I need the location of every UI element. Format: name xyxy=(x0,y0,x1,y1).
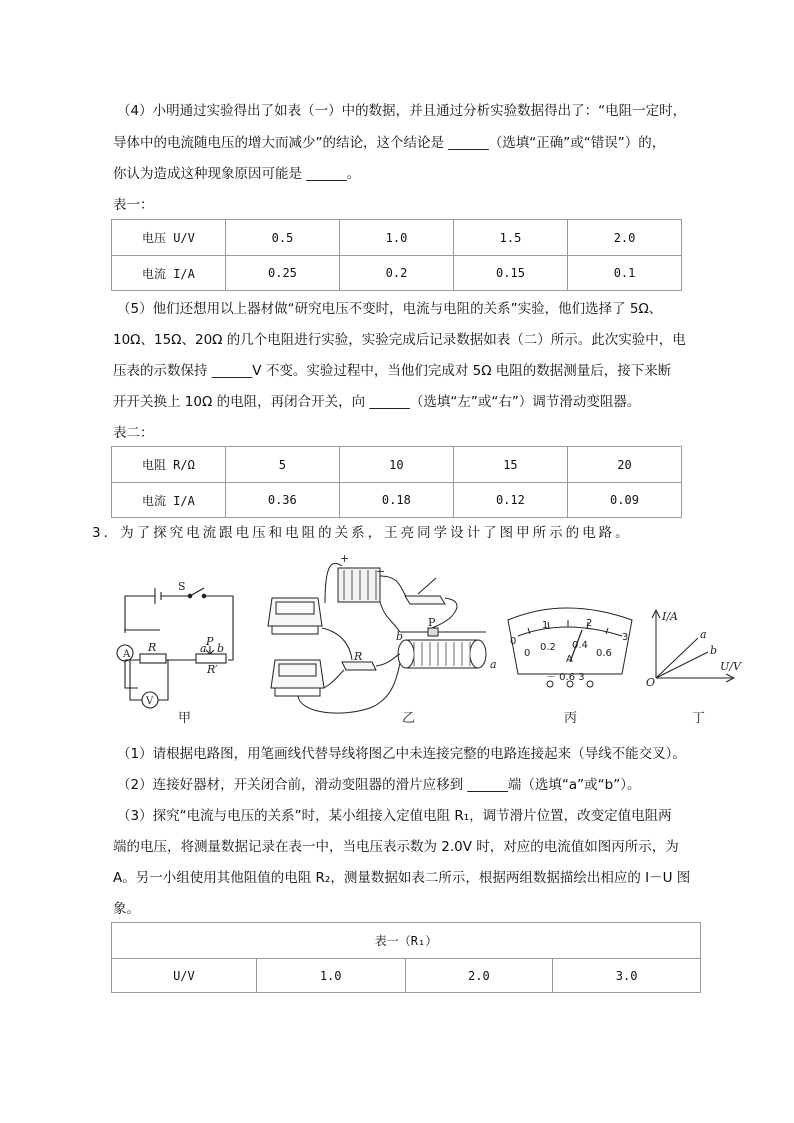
q5-line3: 压表的示数保持 ______V 不变。实验过程中，当他们完成对 5Ω 电阻的数据测量后，接下来断 xyxy=(113,363,672,379)
apparatus-yi xyxy=(268,563,486,713)
fig-yi-P: P xyxy=(428,616,436,629)
table1-cell: 0.25 xyxy=(225,256,339,291)
table3-cell: U/V xyxy=(112,959,257,993)
dial-bottom-tick: 0.2 xyxy=(540,642,556,653)
q5-line1: （5）他们还想用以上器材做“研究电压不变时，电流与电阻的关系”实验，他们选择了 5Ω、 xyxy=(117,301,663,317)
q4-line3: 你认为造成这种现象原因可能是 ______。 xyxy=(113,166,361,182)
table2-cell: 15 xyxy=(453,447,567,483)
figures-row xyxy=(100,548,760,730)
fig-label-ding: 丁 xyxy=(692,711,706,726)
table3-cell: 3.0 xyxy=(553,959,701,993)
table1-cell: 1.5 xyxy=(453,220,567,256)
q3-sub3-line1: （3）探究“电流与电压的关系”时，某小组接入定值电阻 R₁，调节滑片位置，改变定值电阻两 xyxy=(117,808,672,824)
dial-top-tick: 0 xyxy=(510,636,517,647)
graph-ylabel: I/A xyxy=(662,610,678,623)
dial-terminals: － 0.6 3 xyxy=(546,672,585,683)
dial-bottom-tick: 0 xyxy=(524,648,531,659)
fig-jia-Rprime: R′ xyxy=(207,663,218,676)
table2-cell: 20 xyxy=(567,447,681,483)
dial-bottom-tick: 0.6 xyxy=(596,648,612,659)
fig-jia-P: P xyxy=(206,635,214,648)
table1-cell: 0.2 xyxy=(340,256,454,291)
table2 xyxy=(111,446,682,518)
table1-cell: 0.5 xyxy=(225,220,339,256)
fig-label-jia: 甲 xyxy=(178,711,192,726)
q3-sub3-line3: A。另一小组使用其他阻值的电阻 R₂，测量数据如表二所示，根据两组数据描绘出相应的 I－U 图 xyxy=(113,870,691,886)
q5-line2: 10Ω、15Ω、20Ω 的几个电阻进行实验，实验完成后记录数据如表（二）所示。此次实验中，电 xyxy=(113,332,686,348)
table2-cell: 0.09 xyxy=(567,483,681,518)
table3 xyxy=(111,922,701,993)
table2-cell: 0.36 xyxy=(225,483,339,518)
table3-cell: 2.0 xyxy=(405,959,553,993)
table1-cell: 2.0 xyxy=(568,220,682,256)
q4-line1: （4）小明通过实验得出了如表（一）中的数据，并且通过分析实验数据得出了：“电阻一定时， xyxy=(117,103,687,119)
dial-top-tick: 1 xyxy=(542,620,549,631)
fig-yi-a: a xyxy=(490,658,497,671)
graph-origin: O xyxy=(646,676,656,689)
fig-jia-voltmeter: V xyxy=(146,696,154,707)
table2-cell: 5 xyxy=(225,447,339,483)
table2-caption: 表二： xyxy=(113,425,154,441)
iu-line-b xyxy=(656,652,708,678)
iu-line-a xyxy=(656,638,698,678)
fig-yi-R: R xyxy=(354,650,363,663)
q3-sub3-line2: 端的电压，将测量数据记录在表一中，当电压表示数为 2.0V 时，对应的电流值如图丙所示，为 xyxy=(113,839,679,855)
fig-jia-R: R xyxy=(148,641,157,654)
fig-yi-b: b xyxy=(396,630,404,643)
dial-top-tick: 2 xyxy=(586,618,593,629)
graph-line-a-label: a xyxy=(700,628,707,641)
fig-jia-ammeter: A xyxy=(123,649,131,660)
table2-cell: 0.18 xyxy=(339,483,453,518)
table3-title: 表一（R₁） xyxy=(112,923,701,959)
table1-cell: 0.1 xyxy=(568,256,682,291)
table1 xyxy=(111,219,682,291)
q3-sub3-line4: 象。 xyxy=(113,901,140,917)
table1-cell: 1.0 xyxy=(340,220,454,256)
graph-line-b-label: b xyxy=(710,644,718,657)
table1-cell: 电压 U/V xyxy=(112,220,226,256)
table3-cell: 1.0 xyxy=(256,959,405,993)
circuit-diagram-jia xyxy=(117,588,233,708)
table1-caption: 表一： xyxy=(113,197,154,213)
dial-unit: A xyxy=(566,654,573,665)
table2-cell: 0.12 xyxy=(453,483,567,518)
q3-stem: 3．为了探究电流跟电压和电阻的关系，王亮同学设计了图甲所示的电路。 xyxy=(92,525,632,541)
fig-yi-minus: − xyxy=(376,565,386,578)
dial-bottom-tick: 0.4 xyxy=(572,640,588,651)
table2-cell: 10 xyxy=(339,447,453,483)
table1-cell: 0.15 xyxy=(453,256,567,291)
fig-jia-b: b xyxy=(217,642,225,655)
fig-jia-switch-label: S xyxy=(178,580,186,593)
table2-cell: 电阻 R/Ω xyxy=(112,447,226,483)
fig-label-yi: 乙 xyxy=(402,711,416,726)
fig-jia-a: a xyxy=(200,642,207,655)
table2-cell: 电流 I/A xyxy=(112,483,226,518)
q3-sub2: （2）连接好器材，开关闭合前，滑动变阻器的滑片应移到 ______端（选填“a”或“b”）。 xyxy=(117,777,641,793)
graph-xlabel: U/V xyxy=(720,660,741,673)
q4-line2: 导体中的电流随电压的增大而减少”的结论，这个结论是 ______（选填“正确”或“错误”）的， xyxy=(113,135,666,151)
table1-cell: 电流 I/A xyxy=(112,256,226,291)
dial-top-tick: 3 xyxy=(622,632,629,643)
q5-line4: 开开关换上 10Ω 的电阻，再闭合开关，向 ______（选填“左”或“右”）调节滑动变阻器。 xyxy=(113,394,641,410)
fig-label-bing: 丙 xyxy=(564,711,578,726)
fig-yi-plus: + xyxy=(340,552,350,565)
q3-sub1: （1）请根据电路图，用笔画线代替导线将图乙中未连接完整的电路连接起来（导线不能交叉）。 xyxy=(117,746,686,762)
